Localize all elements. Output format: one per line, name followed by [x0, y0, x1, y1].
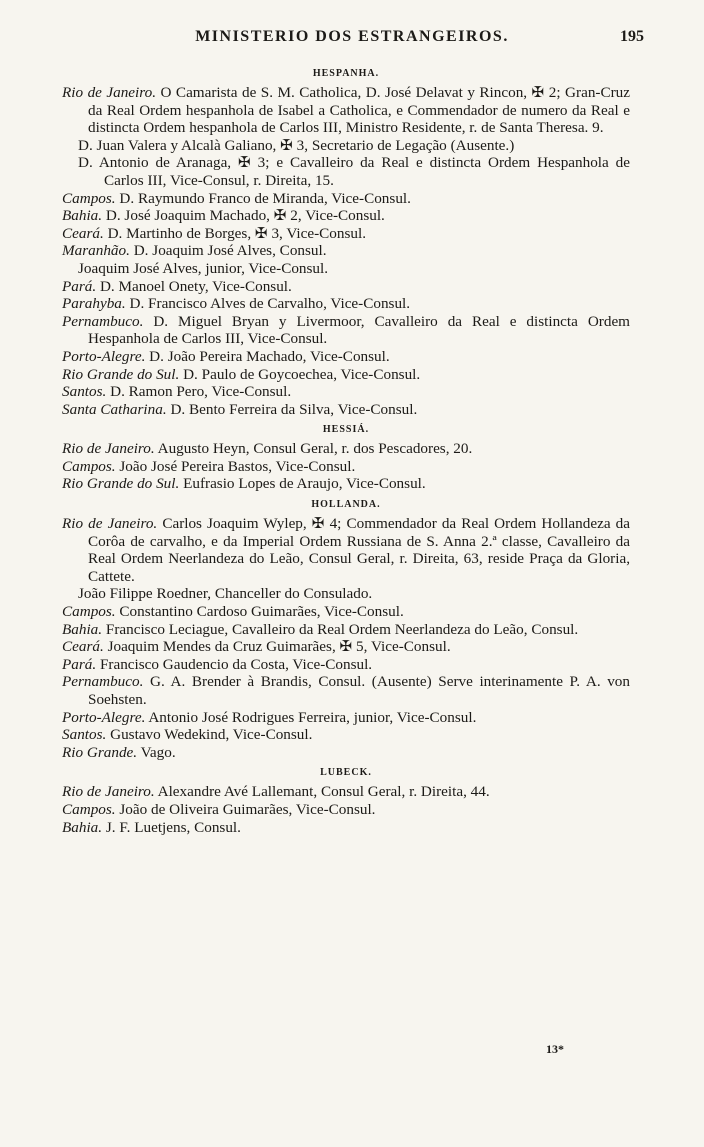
- entry: [62, 621, 630, 639]
- entry: [62, 225, 630, 243]
- entry-place: Maranhão.: [62, 242, 130, 260]
- entry: [62, 603, 630, 621]
- entry-text: J. F. Luetjens, Consul.: [102, 818, 241, 836]
- entry-text: Francisco Leciague, Cavalleiro da Real Ordem Neerlandeza do Leão, Consul.: [102, 620, 579, 638]
- entry-text: D. Antonio de Aranaga, ✠ 3; e Cavalleiro da Real e distincta Ordem Hespanhola de Carlos III, Vice-Consul, r. Direita, 15.: [78, 154, 630, 189]
- entry-text: O Camarista de S. M. Catholica, D. José Delavat y Rincon, ✠ 2; Gran-Cruz da Real Ordem hespanhola de Isabel a Catholica, e Commendador de numero da Real e distincta Ordem hespanhola de Carlos III, Ministro Residente, r. de Santa Theresa. 9.: [88, 84, 630, 137]
- entry-place: Rio Grande.: [62, 743, 138, 761]
- entry-place: Campos.: [62, 189, 116, 207]
- entry-text: Augusto Heyn, Consul Geral, r. dos Pescadores, 20.: [154, 440, 473, 458]
- entry-place: Rio de Janeiro.: [62, 783, 155, 801]
- entry-text: D. José Joaquim Machado, ✠ 2, Vice-Consul.: [102, 207, 385, 225]
- entry-place: Santos.: [62, 726, 107, 744]
- entry-text: D. Raymundo Franco de Miranda, Vice-Consul.: [115, 189, 411, 207]
- section-heading-hespanha: HESPANHA.: [312, 68, 380, 79]
- entry-text: João Filippe Roedner, Chanceller do Consulado.: [78, 585, 373, 603]
- entry-text: D. Paulo de Goycoechea, Vice-Consul.: [179, 365, 421, 383]
- section-heading-lubeck: LUBECK.: [320, 767, 372, 779]
- signature-mark: 13*: [546, 1042, 564, 1056]
- entry-text: D. Francisco Alves de Carvalho, Vice-Consul.: [125, 295, 411, 313]
- entry: [62, 783, 630, 801]
- entry: [62, 401, 630, 419]
- entry: [62, 154, 630, 189]
- entry: [62, 656, 630, 674]
- entry-place: Bahia.: [62, 818, 103, 836]
- entry: [62, 585, 630, 603]
- entry-place: Santa Catharina.: [62, 400, 167, 418]
- entry: [62, 366, 630, 384]
- entry: [62, 295, 630, 313]
- entry-text: D. Ramon Pero, Vice-Consul.: [106, 383, 292, 401]
- entry-place: Pará.: [62, 277, 97, 295]
- entry: [62, 744, 630, 762]
- entry-place: Ceará.: [62, 638, 104, 656]
- entry-place: Porto-Alegre.: [62, 347, 146, 365]
- page-number: 195: [620, 28, 644, 45]
- entry: [62, 383, 630, 401]
- entry-text: Eufrasio Lopes de Araujo, Vice-Consul.: [179, 475, 426, 493]
- entry-text: Antonio José Rodrigues Ferreira, junior, Vice-Consul.: [145, 708, 477, 726]
- entry: [62, 242, 630, 260]
- entry-text: Joaquim José Alves, junior, Vice-Consul.: [78, 259, 329, 277]
- entry: [62, 726, 630, 744]
- entry-text: Carlos Joaquim Wylep, ✠ 4; Commendador da Real Ordem Hollandeza da Corôa de carvalho, e da Imperial Ordem Russiana de S. Anna 2.ª classe, Cavalleiro da Real Ordem Neerlandeza do Leão, Consul Geral, r. Direita, 63, reside Praça da Gloria, Cattete.: [88, 515, 630, 585]
- entry-text: D. Bento Ferreira da Silva, Vice-Consul.: [166, 400, 418, 418]
- entry-place: Campos.: [62, 457, 116, 475]
- entry-place: Rio de Janeiro.: [62, 440, 155, 458]
- entry-text: D. Juan Valera y Alcalà Galiano, ✠ 3, Secretario de Legação (Ausente.): [78, 136, 515, 154]
- entry: [62, 313, 630, 348]
- entry-place: Rio Grande do Sul.: [62, 365, 180, 383]
- entry-text: Alexandre Avé Lallemant, Consul Geral, r. Direita, 44.: [154, 783, 490, 801]
- entry-place: Porto-Alegre.: [62, 708, 146, 726]
- entry-place: Bahia.: [62, 620, 103, 638]
- entry: [62, 801, 630, 819]
- entry-place: Pernambuco.: [62, 673, 144, 691]
- entry: [62, 475, 630, 493]
- entry-place: Campos.: [62, 603, 116, 621]
- entry-text: Francisco Gaudencio da Costa, Vice-Consul.: [96, 655, 373, 673]
- entry: [62, 190, 630, 208]
- section-heading-hessia: HESSIÁ.: [322, 424, 370, 436]
- entry-text: Gustavo Wedekind, Vice-Consul.: [106, 726, 313, 744]
- entry-text: D. Joaquim José Alves, Consul.: [129, 242, 327, 260]
- entry-text: João de Oliveira Guimarães, Vice-Consul.: [115, 800, 376, 818]
- entry-place: Rio de Janeiro.: [62, 84, 157, 101]
- entry-text: Vago.: [137, 743, 176, 761]
- entry: [62, 458, 630, 476]
- entry-place: Bahia.: [62, 207, 103, 225]
- entry-place: Santos.: [62, 383, 107, 401]
- entry-place: Rio de Janeiro.: [62, 515, 158, 533]
- entry-text: Constantino Cardoso Guimarães, Vice-Consul.: [115, 603, 404, 621]
- page-body: [62, 62, 630, 836]
- entry-text: D. Miguel Bryan y Livermoor, Cavalleiro da Real e distincta Ordem Hespanhola de Carlos III, Vice-Consul.: [88, 312, 630, 348]
- entry-place: Pará.: [62, 655, 97, 673]
- entry: [62, 278, 630, 296]
- entry: [62, 440, 630, 458]
- entry-place: Ceará.: [62, 224, 104, 242]
- entry: [62, 673, 630, 708]
- entry: [62, 709, 630, 727]
- entry: [62, 348, 630, 366]
- entry: [62, 515, 630, 585]
- page-header: [60, 28, 644, 50]
- entry: [62, 260, 630, 278]
- entry-text: D. João Pereira Machado, Vice-Consul.: [145, 347, 390, 365]
- entry-place: Parahyba.: [62, 295, 126, 313]
- entry-place: Pernambuco.: [62, 312, 144, 330]
- entry: [62, 819, 630, 837]
- entry-text: D. Martinho de Borges, ✠ 3, Vice-Consul.: [103, 224, 367, 242]
- section-heading-hollanda: HOLLANDA.: [311, 499, 381, 511]
- entry-text: D. Manoel Onety, Vice-Consul.: [96, 277, 292, 295]
- entry: [62, 207, 630, 225]
- entry-text: G. A. Brender à Brandis, Consul. (Ausente) Serve interinamente P. A. von Soehsten.: [88, 673, 630, 708]
- page-title: MINISTERIO DOS ESTRANGEIROS.: [195, 28, 509, 45]
- entry: [62, 84, 630, 137]
- entry: [62, 638, 630, 656]
- entry-text: Joaquim Mendes da Cruz Guimarães, ✠ 5, Vice-Consul.: [103, 638, 451, 656]
- entry-place: Campos.: [62, 800, 116, 818]
- entry-text: João José Pereira Bastos, Vice-Consul.: [115, 457, 356, 475]
- entry: [62, 137, 630, 155]
- entry-place: Rio Grande do Sul.: [62, 475, 180, 493]
